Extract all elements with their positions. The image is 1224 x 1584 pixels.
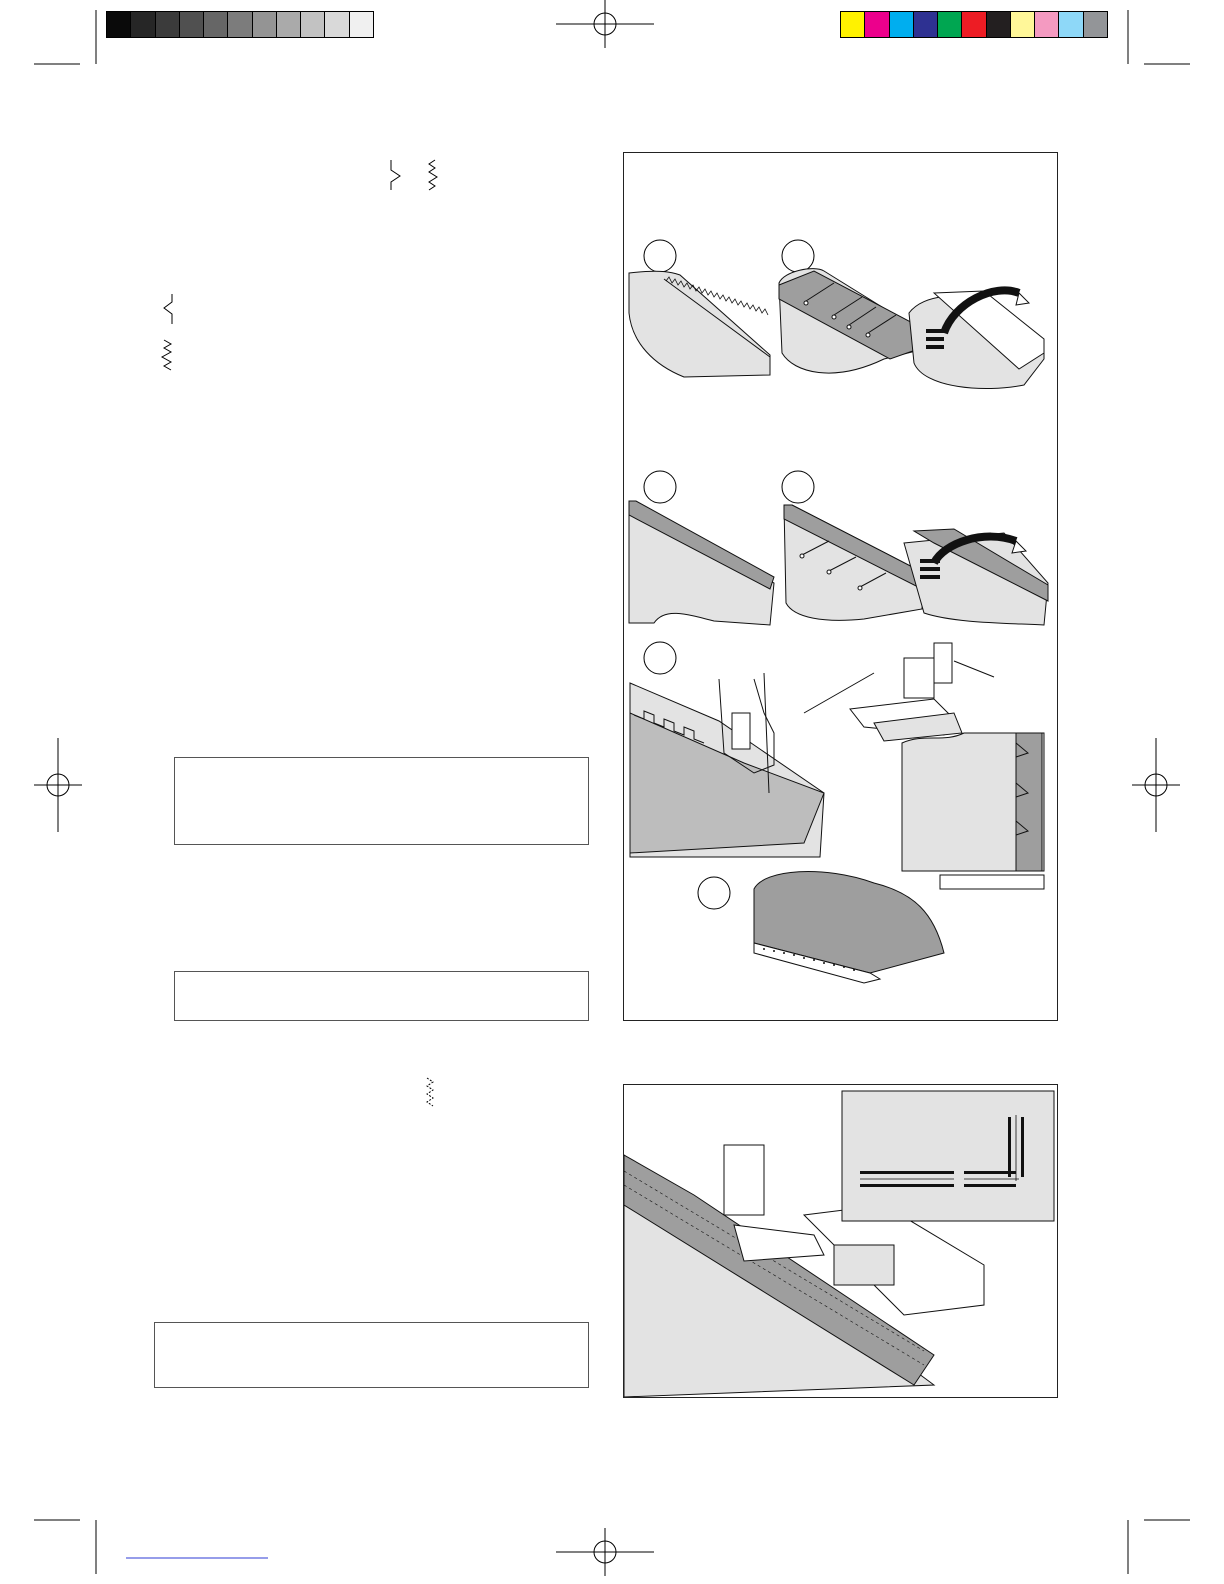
step-circle-a xyxy=(644,240,676,272)
color-swatch-6 xyxy=(962,12,986,37)
step-circle-f xyxy=(698,877,730,909)
color-swatch-5 xyxy=(938,12,962,37)
blind-hem-stitch-icon xyxy=(388,158,404,192)
color-calibration-strip xyxy=(840,11,1108,38)
elastic-blind-hem-stitch-icon xyxy=(160,338,176,374)
elastic-blind-hem-stitch-icon xyxy=(425,158,441,192)
blind-hem-illustration-panel xyxy=(623,152,1058,1021)
step-circle-c xyxy=(644,471,676,503)
gray-swatch-2 xyxy=(131,12,155,37)
triple-zigzag-illustration-panel xyxy=(623,1084,1058,1398)
gray-swatch-10 xyxy=(325,12,349,37)
triple-zigzag-figure xyxy=(624,1085,1057,1397)
color-swatch-1 xyxy=(841,12,865,37)
color-swatch-11 xyxy=(1084,12,1107,37)
gray-swatch-8 xyxy=(277,12,301,37)
gray-calibration-strip xyxy=(106,11,374,38)
color-swatch-7 xyxy=(987,12,1011,37)
step-circle-e xyxy=(644,642,676,674)
blind-hem-stitch-icon xyxy=(160,292,176,326)
color-swatch-10 xyxy=(1059,12,1083,37)
step-circle-b xyxy=(782,240,814,272)
note-box-1 xyxy=(174,757,589,845)
gray-swatch-3 xyxy=(156,12,180,37)
color-swatch-9 xyxy=(1035,12,1059,37)
note-box-2 xyxy=(174,971,589,1021)
gray-swatch-9 xyxy=(301,12,325,37)
gray-swatch-4 xyxy=(180,12,204,37)
color-swatch-2 xyxy=(865,12,889,37)
step-circle-d xyxy=(782,471,814,503)
color-swatch-8 xyxy=(1011,12,1035,37)
gray-swatch-5 xyxy=(204,12,228,37)
color-swatch-4 xyxy=(914,12,938,37)
gray-swatch-1 xyxy=(107,12,131,37)
note-box-3 xyxy=(154,1322,589,1388)
triple-zigzag-stitch-icon xyxy=(424,1076,440,1108)
gray-swatch-11 xyxy=(350,12,373,37)
color-swatch-3 xyxy=(890,12,914,37)
gray-swatch-7 xyxy=(253,12,277,37)
gray-swatch-6 xyxy=(228,12,252,37)
blind-hem-steps-figure xyxy=(624,153,1057,1020)
